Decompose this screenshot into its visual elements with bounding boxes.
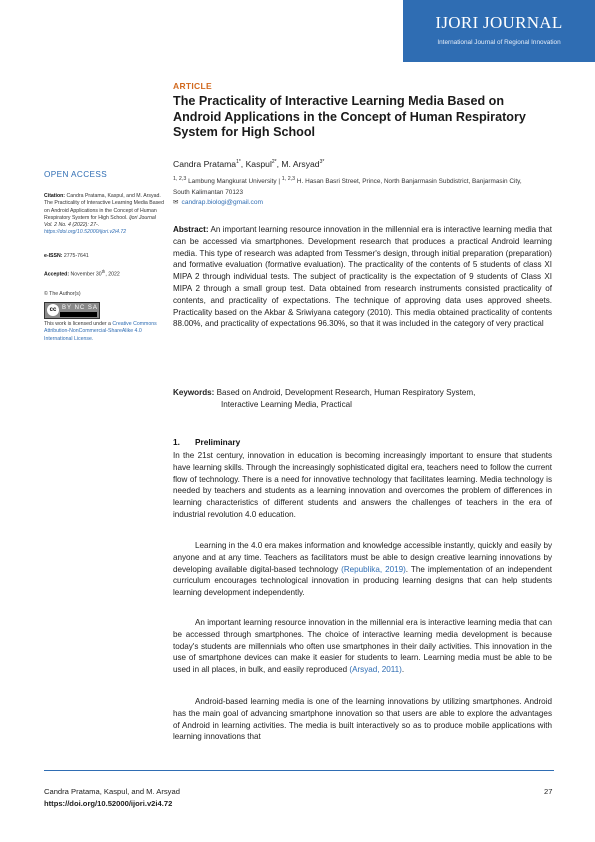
license-link[interactable]: Creative Commons Attribution-NonCommercial-ShareAlike 4.0 International License. xyxy=(44,321,157,342)
author-affiliation-mark: 3* xyxy=(319,159,325,166)
creative-commons-badge[interactable] xyxy=(44,302,100,319)
keywords-label: Keywords: xyxy=(173,388,215,397)
body-paragraph: Android-based learning media is one of the learning innovations by utilizing smartphones. Android has the main goal of advancing smartphone innovation so that users are able to explore the advantages of Android in learning activities. The media is built interactively so as to produce mobile applications with learning innovations that xyxy=(173,697,552,742)
abstract xyxy=(173,224,552,330)
author-affiliation-mark: 2* xyxy=(271,159,277,166)
envelope-icon: ✉ xyxy=(173,199,179,206)
citation-link[interactable]: (Arsyad, 2011) xyxy=(349,665,402,675)
footer-authors: Candra Pratama, Kaspul, and M. Arsyad xyxy=(44,787,180,796)
footer-doi-link[interactable]: https://doi.org/10.52000/ijori.v2i4.72 xyxy=(44,799,173,808)
copyright-notice: © The Author(s) xyxy=(44,291,81,297)
email-address[interactable]: candrap.biologi@gmail.com xyxy=(181,199,263,206)
paragraph-text: Learning in the 4.0 era makes information and knowledge accessible instantly, quickly and easily by anyone and at any time. Teachers as facilitators must be able to design creative learning innovations by developing available digital-based technology xyxy=(173,541,552,574)
accepted-date-suffix: th xyxy=(101,269,106,274)
eissn-label: e-ISSN: xyxy=(44,253,63,259)
paragraph-text: . xyxy=(401,665,405,675)
section-heading xyxy=(173,437,240,447)
section-number: 1. xyxy=(173,437,180,447)
body-paragraph xyxy=(173,540,552,599)
journal-subtitle: International Journal of Regional Innovation xyxy=(437,39,561,46)
author-affiliation xyxy=(173,174,535,198)
keywords xyxy=(173,387,552,411)
journal-banner xyxy=(403,0,595,62)
article-title: The Practicality of Interactive Learning Media Based on Android Applications in the Concept of Human Respiratory System for High School xyxy=(173,94,526,139)
author-affiliation-mark: 1* xyxy=(236,159,241,166)
citation-journal: Ijori Journal Vol. 2 No. 4 (2022): 27-. xyxy=(44,214,156,229)
paragraph-text: . The implementation of an independent curriculum encourages technological innovation in producing learning designs that can help students learning development independently. xyxy=(173,564,552,598)
license-notice xyxy=(44,321,166,343)
author-separator: , xyxy=(276,159,282,169)
eissn-line xyxy=(44,253,166,260)
abstract-label: Abstract: xyxy=(173,225,209,234)
affiliation-mark: 1, 2,3 xyxy=(173,176,187,182)
citation-doi-link[interactable]: https://doi.org/10.52000/ijori.v2i4.72 xyxy=(44,229,127,236)
citation-link[interactable]: (Republika, 2019) xyxy=(341,564,406,574)
author-name: M. Arsyad xyxy=(281,159,320,169)
affiliation-mark: 1, 2,3 xyxy=(281,176,296,182)
open-access-label: OPEN ACCESS xyxy=(44,170,108,179)
corresponding-email[interactable] xyxy=(173,198,263,206)
cc-badge-strip xyxy=(60,312,97,317)
citation-block xyxy=(44,193,166,237)
cc-license-glyphs: BY NC SA xyxy=(62,305,98,311)
body-paragraph xyxy=(173,617,552,676)
body-paragraph: In the 21st century, innovation in education is becoming increasingly important to ensure that students have learning skills. Through the increasingly sophisticated digital era, teachers need to follow the current flow of technology. There is a need for innovative technology that facilitates learning. Media technology is needed by teachers and students as a learning innovation and overcomes the problem of differences in learning characteristics of different students and answers the challenges of teachers in the era of industrial revolution 4.0 education. xyxy=(173,451,552,519)
accepted-label: Accepted: xyxy=(44,271,70,278)
author-name: Kaspul xyxy=(245,159,272,169)
accepted-date: November 30 xyxy=(70,271,102,278)
section-title: Preliminary xyxy=(195,437,241,447)
license-prefix: This work is licensed under a xyxy=(44,321,111,327)
cc-icon: cc xyxy=(47,304,59,316)
page-number: 27 xyxy=(544,787,553,796)
keywords-line: Interactive Learning Media, Practical xyxy=(221,399,352,409)
author-separator: , xyxy=(240,159,246,169)
accepted-year: , 2022 xyxy=(105,271,120,278)
citation-text: Candra Pratama, Kaspul, and M. Arsyad. The Practicality of Interactive Learning Media Based on Android Applications in the Concept of Human Respiratory System for High School. xyxy=(44,193,164,221)
author-list xyxy=(173,159,324,169)
accepted-line xyxy=(44,268,166,279)
article-type-label: ARTICLE xyxy=(173,81,212,91)
journal-name: IJORI JOURNAL xyxy=(435,13,563,32)
author-name: Candra Pratama xyxy=(173,159,237,169)
keywords-line: Based on Android, Development Research, Human Respiratory System, xyxy=(216,388,476,397)
affiliation-address: H. Hasan Basri Street, Prince, North Banjarmasin Subdistrict, Banjarmasin City, South Kalimantan 70123 xyxy=(173,178,522,197)
affiliation-institution: Lambung Mangkurat University | xyxy=(188,178,281,186)
citation-label: Citation: xyxy=(44,193,66,199)
footer-divider xyxy=(44,770,554,771)
paragraph-text: An important learning resource innovation in the millennial era is interactive learning media that can be accessed through smartphones. The choice of interactive learning media development is because today's students are millennials who often use smartphones in their daily activities. This innovation in the use of smartphone devices can make it easier for students to learn. Learning media must be able to be used in all places, in bulk, and easily reproduced xyxy=(173,618,552,675)
eissn-value: 2775-7641 xyxy=(63,253,89,259)
abstract-text: An important learning resource innovation in the millennial era is interactive learning media that can be accessed via smartphones. Development research that produces a practical Android learning media. This type of research was adapted from Tessmer's design, through initial preparation (preparation) and formative evaluation (formative evaluation). The practicality of the contents of 5 students of class XI MIPA 2 through individual tests. The subject of practicality is the expectation of 9 students of Class XI MIPA 2 through a small group test. Data obtained from research instruments consisted practicality of contents, and practicality of expectations. The technique of approving data uses approved sheets. Practicality based on the Akbar & Sriwiyana category (2010). This media obtained practicality of contents 88.00%, and practicality of expectations 96.30%, so that it was included in the category of very practical xyxy=(173,225,552,329)
